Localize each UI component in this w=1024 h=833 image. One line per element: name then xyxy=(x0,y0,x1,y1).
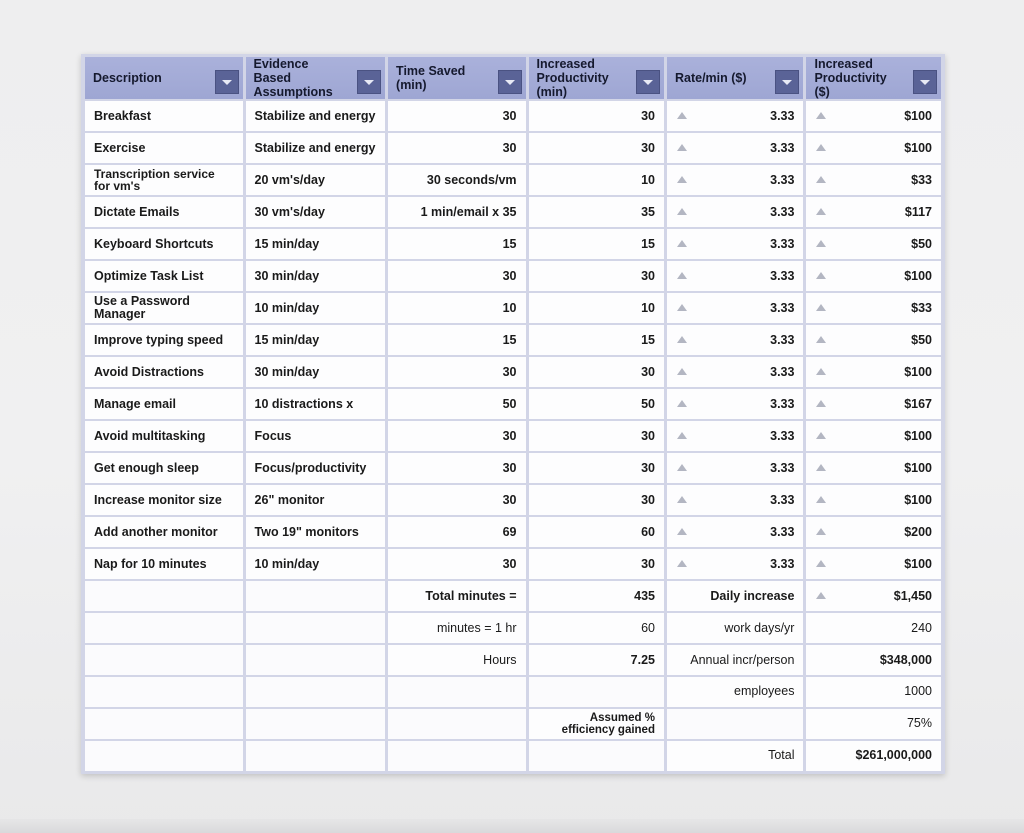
cell-productivity-usd[interactable] xyxy=(806,389,941,419)
empty-cell[interactable] xyxy=(388,677,525,707)
triangle-up-icon xyxy=(677,112,687,119)
cell-productivity-min[interactable]: 30 xyxy=(529,453,664,483)
triangle-up-icon xyxy=(677,208,687,215)
cell-productivity-usd[interactable] xyxy=(806,101,941,131)
summary-row-total-minutes xyxy=(85,581,941,611)
cell-rate-value: 3.33 xyxy=(770,492,795,507)
table-row xyxy=(85,325,941,355)
cell-rate[interactable] xyxy=(667,293,803,323)
triangle-up-icon xyxy=(677,272,687,279)
empty-cell[interactable] xyxy=(85,613,243,643)
header-label: Increased Productivity (min) xyxy=(536,57,609,99)
cell-time-saved[interactable]: 30 xyxy=(388,453,525,483)
triangle-up-icon xyxy=(677,240,687,247)
triangle-up-icon xyxy=(816,336,826,343)
cell-time-saved[interactable]: 15 xyxy=(388,325,525,355)
employees-value[interactable]: 1000 xyxy=(806,677,941,707)
cell-productivity-usd-value: $167 xyxy=(904,396,932,411)
cell-productivity-min[interactable]: 30 xyxy=(529,549,664,579)
triangle-up-icon xyxy=(677,432,687,439)
cell-productivity-usd[interactable] xyxy=(806,261,941,291)
header-time-saved xyxy=(388,57,525,99)
header-label: Description xyxy=(93,71,162,85)
cell-rate-value: 3.33 xyxy=(770,332,795,347)
table-row xyxy=(85,389,941,419)
header-row xyxy=(85,57,941,99)
cell-assumption[interactable]: 26" monitor xyxy=(246,485,385,515)
cell-rate[interactable] xyxy=(667,197,803,227)
empty-cell[interactable] xyxy=(388,709,525,739)
cell-productivity-usd-value: $100 xyxy=(904,364,932,379)
cell-assumption[interactable]: Two 19" monitors xyxy=(246,517,385,547)
cell-rate[interactable] xyxy=(667,421,803,451)
cell-assumption[interactable]: 15 min/day xyxy=(246,229,385,259)
annual-value[interactable]: $348,000 xyxy=(806,645,941,675)
table-row xyxy=(85,549,941,579)
total-label[interactable]: Total xyxy=(667,741,803,771)
cell-time-saved[interactable]: 30 xyxy=(388,549,525,579)
cell-rate[interactable] xyxy=(667,261,803,291)
cell-rate[interactable] xyxy=(667,549,803,579)
triangle-up-icon xyxy=(677,560,687,567)
cell-productivity-usd[interactable] xyxy=(806,517,941,547)
work-days-label[interactable]: work days/yr xyxy=(667,613,803,643)
empty-cell[interactable] xyxy=(388,741,525,771)
efficiency-value[interactable]: 75% xyxy=(806,709,941,739)
summary-row-minutes-hr xyxy=(85,613,941,643)
triangle-up-icon xyxy=(677,400,687,407)
triangle-up-icon xyxy=(816,400,826,407)
table-row xyxy=(85,197,941,227)
cell-productivity-usd[interactable] xyxy=(806,453,941,483)
cell-productivity-usd[interactable] xyxy=(806,357,941,387)
filter-dropdown-icon[interactable] xyxy=(215,70,239,94)
page-bottom-shade xyxy=(0,819,1024,833)
cell-time-saved[interactable]: 30 xyxy=(388,133,525,163)
header-label: Rate/min ($) xyxy=(674,71,747,85)
cell-rate[interactable] xyxy=(667,325,803,355)
empty-cell[interactable] xyxy=(246,677,385,707)
empty-cell[interactable] xyxy=(85,741,243,771)
cell-description[interactable]: Optimize Task List xyxy=(85,261,243,291)
cell-description[interactable]: Transcription service for vm's xyxy=(85,165,243,195)
summary-row-total xyxy=(85,741,941,771)
empty-cell[interactable] xyxy=(85,581,243,611)
cell-time-saved[interactable]: 10 xyxy=(388,293,525,323)
cell-rate[interactable] xyxy=(667,389,803,419)
triangle-up-icon xyxy=(677,528,687,535)
cell-description[interactable]: Exercise xyxy=(85,133,243,163)
filter-dropdown-icon[interactable] xyxy=(636,70,660,94)
header-productivity-usd xyxy=(806,57,941,99)
triangle-up-icon xyxy=(677,144,687,151)
triangle-up-icon xyxy=(816,496,826,503)
daily-increase-cell[interactable] xyxy=(806,581,941,611)
cell-rate-value: 3.33 xyxy=(770,268,795,283)
cell-rate-value: 3.33 xyxy=(770,300,795,315)
cell-productivity-usd-value: $100 xyxy=(904,492,932,507)
table-row xyxy=(85,421,941,451)
minutes-hr-label[interactable]: minutes = 1 hr xyxy=(388,613,525,643)
cell-productivity-min[interactable]: 50 xyxy=(529,389,664,419)
cell-description[interactable]: Dictate Emails xyxy=(85,197,243,227)
empty-cell[interactable] xyxy=(529,677,664,707)
empty-cell[interactable] xyxy=(85,645,243,675)
cell-productivity-min[interactable]: 30 xyxy=(529,485,664,515)
cell-productivity-usd-value: $33 xyxy=(911,172,932,187)
header-productivity-min xyxy=(529,57,664,99)
triangle-up-icon xyxy=(816,176,826,183)
cell-productivity-min[interactable]: 30 xyxy=(529,101,664,131)
triangle-up-icon xyxy=(816,528,826,535)
header-description xyxy=(85,57,243,99)
cell-productivity-usd[interactable] xyxy=(806,229,941,259)
cell-time-saved[interactable]: 69 xyxy=(388,517,525,547)
productivity-table xyxy=(82,55,944,773)
cell-time-saved[interactable]: 50 xyxy=(388,389,525,419)
cell-rate-value: 3.33 xyxy=(770,140,795,155)
cell-assumption[interactable]: 30 min/day xyxy=(246,357,385,387)
cell-rate[interactable] xyxy=(667,357,803,387)
triangle-up-icon xyxy=(677,336,687,343)
triangle-up-icon xyxy=(816,144,826,151)
empty-cell[interactable] xyxy=(246,645,385,675)
cell-assumption[interactable]: Stabilize and energy xyxy=(246,101,385,131)
cell-assumption[interactable]: 10 distractions x xyxy=(246,389,385,419)
table-row xyxy=(85,453,941,483)
cell-time-saved[interactable]: 30 xyxy=(388,421,525,451)
table-row xyxy=(85,101,941,131)
triangle-up-icon xyxy=(816,560,826,567)
hours-label[interactable]: Hours xyxy=(388,645,525,675)
table-row xyxy=(85,485,941,515)
empty-cell[interactable] xyxy=(85,709,243,739)
cell-description[interactable]: Manage email xyxy=(85,389,243,419)
cell-productivity-min[interactable]: 30 xyxy=(529,261,664,291)
cell-rate[interactable] xyxy=(667,485,803,515)
total-value[interactable]: $261,000,000 xyxy=(806,741,941,771)
cell-description[interactable]: Avoid multitasking xyxy=(85,421,243,451)
cell-productivity-min[interactable]: 60 xyxy=(529,517,664,547)
cell-productivity-min[interactable]: 30 xyxy=(529,133,664,163)
cell-description[interactable]: Get enough sleep xyxy=(85,453,243,483)
cell-productivity-min[interactable]: 30 xyxy=(529,357,664,387)
cell-productivity-usd-value: $100 xyxy=(904,140,932,155)
cell-productivity-usd-value: $50 xyxy=(911,236,932,251)
cell-productivity-usd[interactable] xyxy=(806,421,941,451)
cell-productivity-usd[interactable] xyxy=(806,165,941,195)
header-label: Evidence Based Assumptions xyxy=(253,57,333,99)
triangle-up-icon xyxy=(677,304,687,311)
table-row xyxy=(85,165,941,195)
table-row xyxy=(85,357,941,387)
triangle-up-icon xyxy=(677,368,687,375)
empty-cell[interactable] xyxy=(246,581,385,611)
cell-assumption[interactable]: 30 min/day xyxy=(246,261,385,291)
summary-row-employees xyxy=(85,677,941,707)
cell-productivity-min[interactable]: 10 xyxy=(529,293,664,323)
cell-productivity-usd[interactable] xyxy=(806,325,941,355)
cell-time-saved[interactable]: 30 xyxy=(388,357,525,387)
empty-cell[interactable] xyxy=(246,741,385,771)
cell-rate[interactable] xyxy=(667,517,803,547)
empty-cell[interactable] xyxy=(246,709,385,739)
table-row xyxy=(85,293,941,323)
cell-rate-value: 3.33 xyxy=(770,428,795,443)
cell-time-saved[interactable]: 30 xyxy=(388,101,525,131)
cell-time-saved[interactable]: 30 seconds/vm xyxy=(388,165,525,195)
cell-rate[interactable] xyxy=(667,165,803,195)
header-label: Increased Productivity ($) xyxy=(814,57,887,99)
cell-assumption[interactable]: Focus/productivity xyxy=(246,453,385,483)
cell-productivity-usd[interactable] xyxy=(806,549,941,579)
cell-rate-value: 3.33 xyxy=(770,204,795,219)
cell-description[interactable]: Nap for 10 minutes xyxy=(85,549,243,579)
productivity-spreadsheet xyxy=(81,54,945,774)
cell-productivity-min[interactable]: 15 xyxy=(529,229,664,259)
empty-cell[interactable] xyxy=(246,613,385,643)
cell-rate-value: 3.33 xyxy=(770,460,795,475)
cell-productivity-usd-value: $100 xyxy=(904,556,932,571)
cell-productivity-min[interactable]: 30 xyxy=(529,421,664,451)
cell-time-saved[interactable]: 1 min/email x 35 xyxy=(388,197,525,227)
cell-description[interactable]: Avoid Distractions xyxy=(85,357,243,387)
cell-time-saved[interactable]: 15 xyxy=(388,229,525,259)
cell-assumption[interactable]: 20 vm's/day xyxy=(246,165,385,195)
cell-productivity-min[interactable]: 35 xyxy=(529,197,664,227)
cell-description[interactable]: Breakfast xyxy=(85,101,243,131)
filter-dropdown-icon[interactable] xyxy=(913,70,937,94)
efficiency-label[interactable]: Assumed % efficiency gained xyxy=(529,709,664,739)
cell-productivity-usd-value: $200 xyxy=(904,524,932,539)
table-row xyxy=(85,133,941,163)
cell-productivity-usd[interactable] xyxy=(806,485,941,515)
triangle-up-icon xyxy=(816,272,826,279)
cell-rate-value: 3.33 xyxy=(770,556,795,571)
cell-productivity-usd[interactable] xyxy=(806,133,941,163)
summary-row-hours xyxy=(85,645,941,675)
header-label: Time Saved (min) xyxy=(396,64,466,92)
cell-description[interactable]: Keyboard Shortcuts xyxy=(85,229,243,259)
empty-cell[interactable] xyxy=(529,741,664,771)
cell-rate-value: 3.33 xyxy=(770,172,795,187)
cell-rate[interactable] xyxy=(667,133,803,163)
cell-productivity-min[interactable]: 10 xyxy=(529,165,664,195)
cell-productivity-usd[interactable] xyxy=(806,293,941,323)
empty-cell[interactable] xyxy=(667,709,803,739)
triangle-up-icon xyxy=(677,176,687,183)
cell-assumption[interactable]: 15 min/day xyxy=(246,325,385,355)
cell-rate-value: 3.33 xyxy=(770,364,795,379)
empty-cell[interactable] xyxy=(85,677,243,707)
cell-rate[interactable] xyxy=(667,453,803,483)
employees-label[interactable]: employees xyxy=(667,677,803,707)
triangle-up-icon xyxy=(677,496,687,503)
cell-rate[interactable] xyxy=(667,101,803,131)
triangle-up-icon xyxy=(816,208,826,215)
cell-time-saved[interactable]: 30 xyxy=(388,485,525,515)
triangle-up-icon xyxy=(816,304,826,311)
cell-productivity-usd-value: $100 xyxy=(904,428,932,443)
header-evidence xyxy=(246,57,385,99)
cell-assumption[interactable]: 30 vm's/day xyxy=(246,197,385,227)
cell-time-saved[interactable]: 30 xyxy=(388,261,525,291)
cell-rate-value: 3.33 xyxy=(770,236,795,251)
triangle-up-icon xyxy=(816,432,826,439)
summary-row-efficiency xyxy=(85,709,941,739)
cell-description[interactable]: Use a Password Manager xyxy=(85,293,243,323)
total-minutes-value[interactable]: 435 xyxy=(529,581,664,611)
cell-description[interactable]: Add another monitor xyxy=(85,517,243,547)
cell-description[interactable]: Increase monitor size xyxy=(85,485,243,515)
minutes-hr-value[interactable]: 60 xyxy=(529,613,664,643)
triangle-up-icon xyxy=(677,464,687,471)
header-rate xyxy=(667,57,803,99)
cell-productivity-usd-value: $100 xyxy=(904,108,932,123)
cell-description[interactable]: Improve typing speed xyxy=(85,325,243,355)
daily-increase-value: $1,450 xyxy=(893,588,932,603)
hours-value[interactable]: 7.25 xyxy=(529,645,664,675)
cell-productivity-usd-value: $50 xyxy=(911,332,932,347)
triangle-up-icon xyxy=(816,368,826,375)
cell-productivity-min[interactable]: 15 xyxy=(529,325,664,355)
cell-productivity-usd-value: $100 xyxy=(904,460,932,475)
cell-rate-value: 3.33 xyxy=(770,396,795,411)
cell-rate-value: 3.33 xyxy=(770,524,795,539)
daily-increase-label[interactable]: Daily increase xyxy=(667,581,803,611)
table-row xyxy=(85,229,941,259)
cell-assumption[interactable]: Focus xyxy=(246,421,385,451)
filter-dropdown-icon[interactable] xyxy=(498,70,522,94)
triangle-up-icon xyxy=(816,464,826,471)
triangle-up-icon xyxy=(816,112,826,119)
filter-dropdown-icon[interactable] xyxy=(775,70,799,94)
cell-productivity-usd-value: $100 xyxy=(904,268,932,283)
cell-assumption[interactable]: 10 min/day xyxy=(246,293,385,323)
table-row xyxy=(85,261,941,291)
table-row xyxy=(85,517,941,547)
cell-assumption[interactable]: 10 min/day xyxy=(246,549,385,579)
cell-rate[interactable] xyxy=(667,229,803,259)
cell-assumption[interactable]: Stabilize and energy xyxy=(246,133,385,163)
cell-productivity-usd-value: $33 xyxy=(911,300,932,315)
triangle-up-icon xyxy=(816,592,826,599)
annual-label[interactable]: Annual incr/person xyxy=(667,645,803,675)
triangle-up-icon xyxy=(816,240,826,247)
cell-productivity-usd-value: $117 xyxy=(904,204,932,219)
filter-dropdown-icon[interactable] xyxy=(357,70,381,94)
work-days-value[interactable]: 240 xyxy=(806,613,941,643)
cell-rate-value: 3.33 xyxy=(770,108,795,123)
total-minutes-label[interactable]: Total minutes = xyxy=(388,581,525,611)
cell-productivity-usd[interactable] xyxy=(806,197,941,227)
